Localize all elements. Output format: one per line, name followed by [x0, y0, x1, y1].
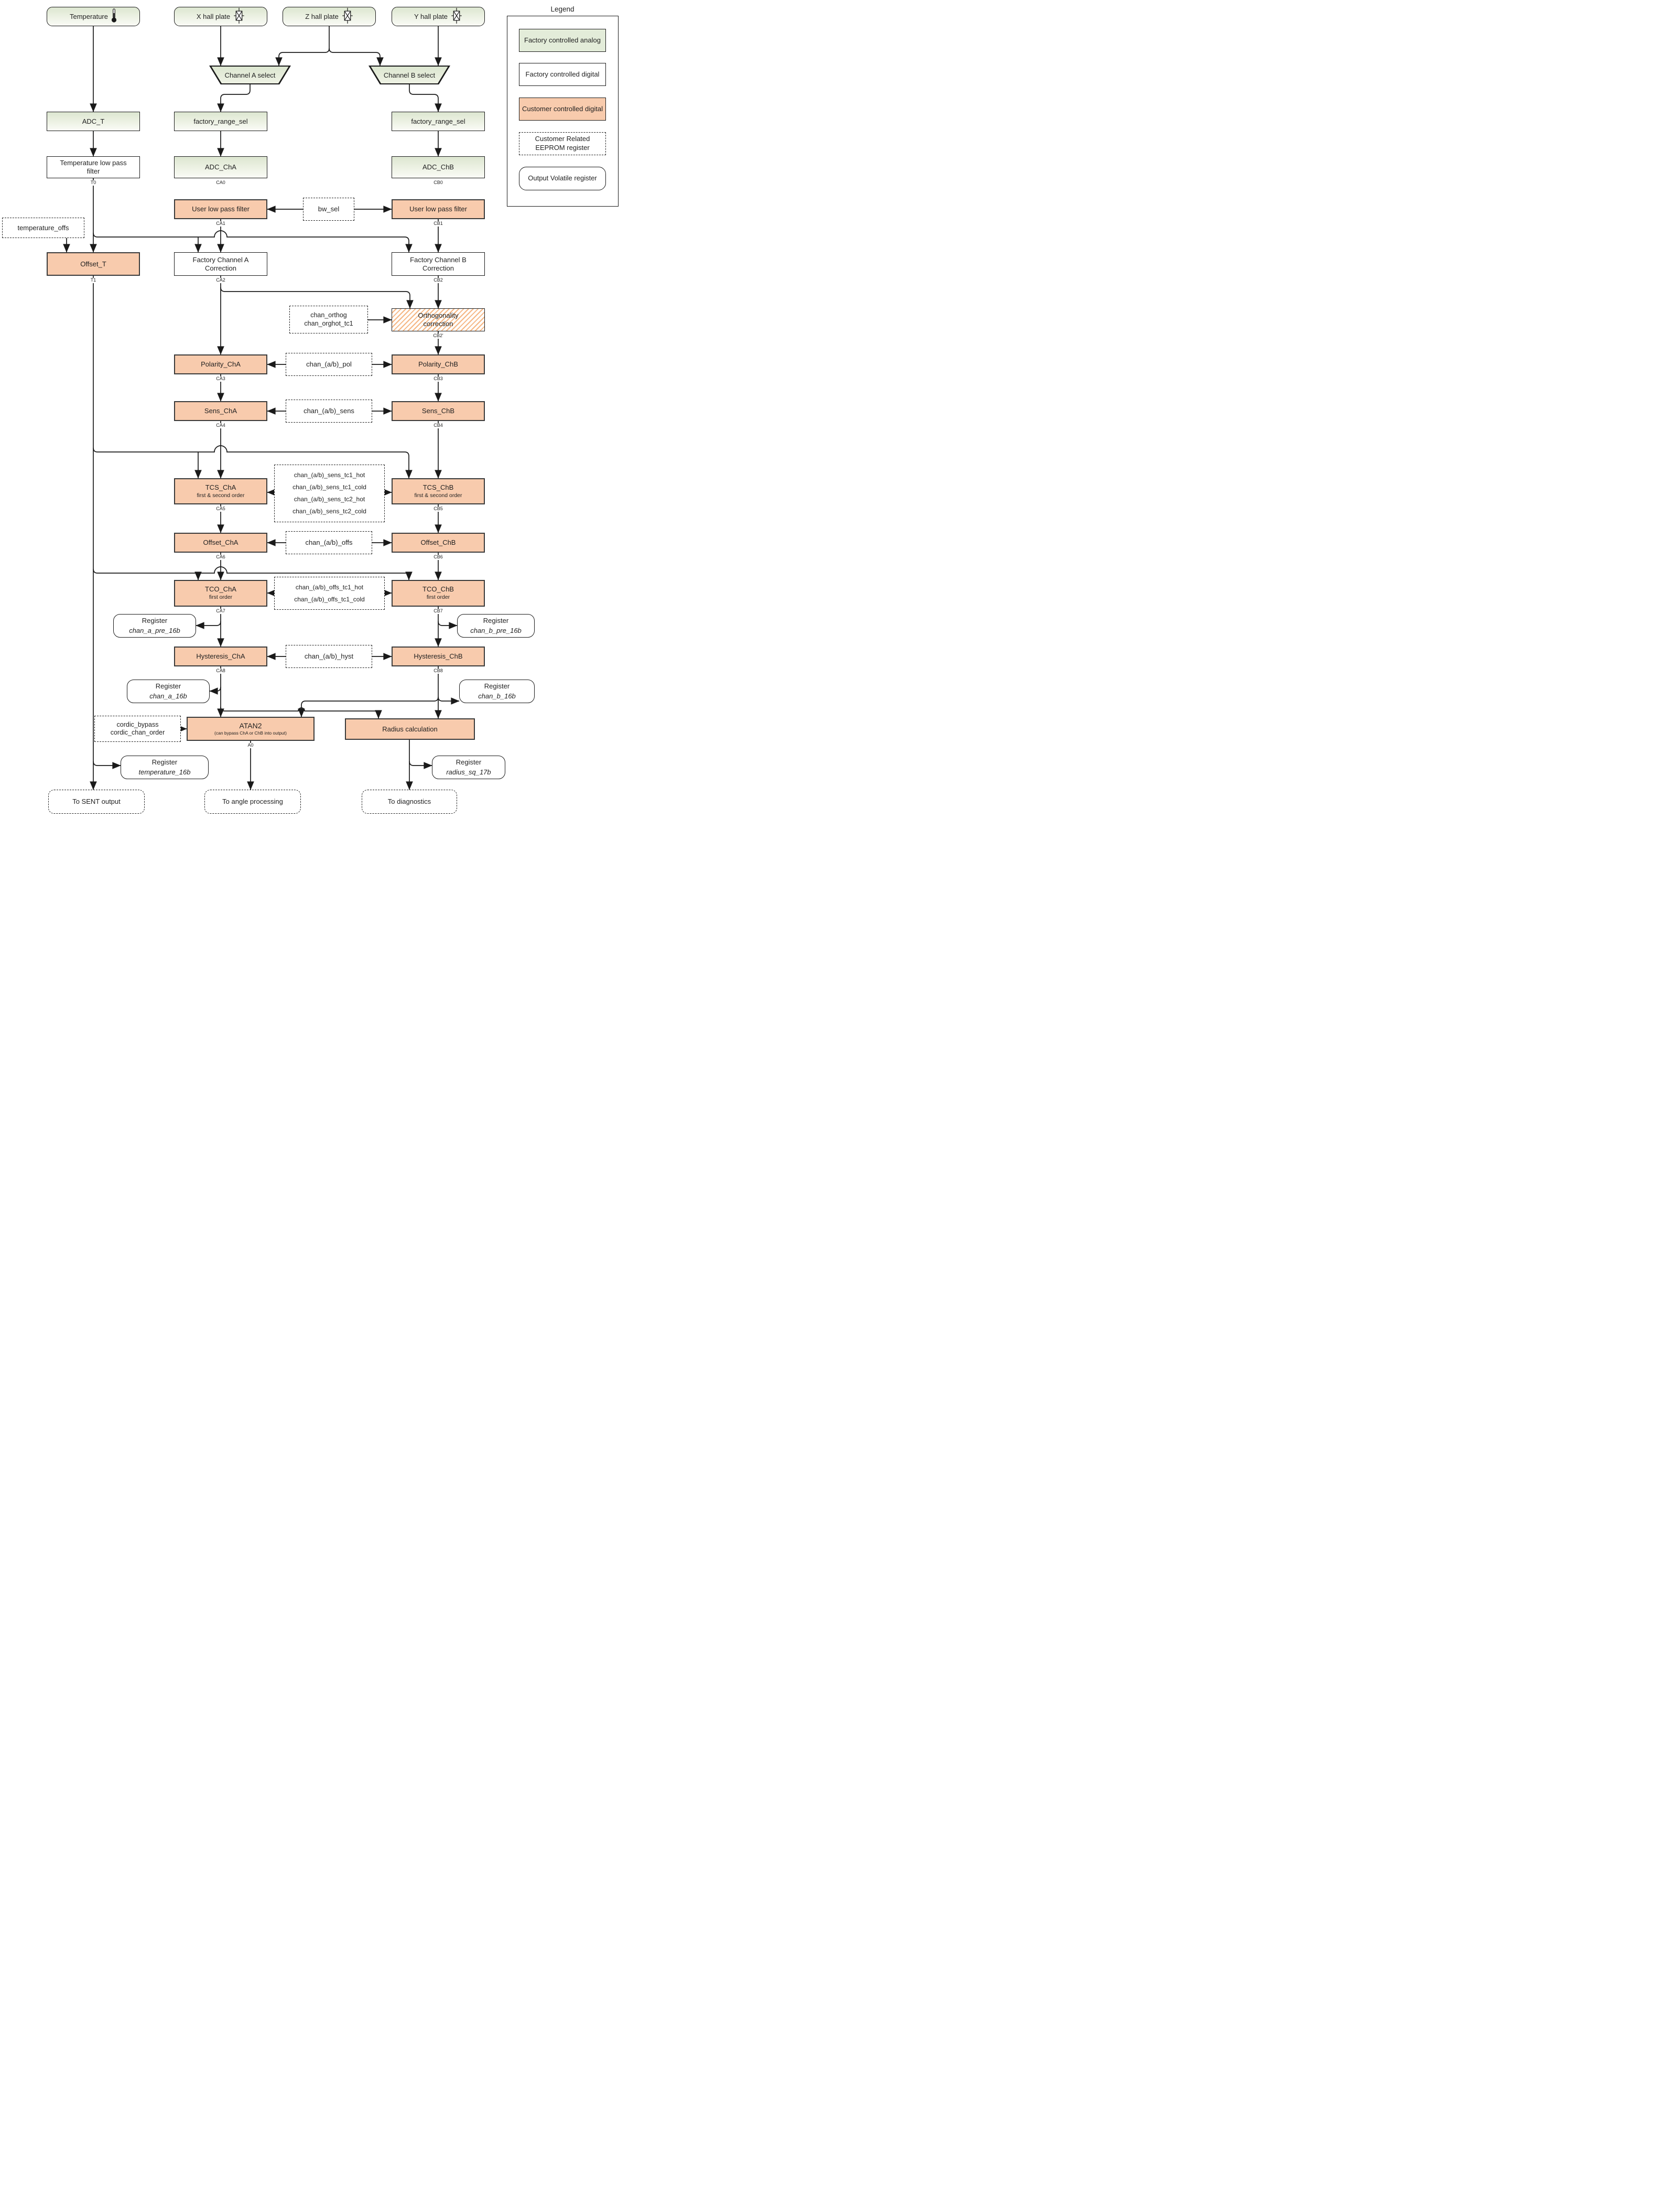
param-line: chan_orghot_tc1: [304, 319, 353, 327]
node-label: To SENT output: [72, 798, 121, 806]
register-radius-sq-17b: [432, 756, 505, 779]
node-chan-hyst-param: [286, 645, 372, 668]
node-label: Z hall plate: [305, 12, 339, 20]
node-label: TCO_ChB: [422, 585, 454, 594]
legend-item-label: Customer controlled digital: [522, 104, 603, 113]
param-line: chan_(a/b)_sens_tc2_hot: [294, 495, 365, 503]
port-label: CB8: [433, 668, 443, 673]
param-line: chan_(a/b)_offs_tc1_hot: [295, 583, 364, 591]
param-line: chan_(a/b)_offs_tc1_cold: [294, 595, 365, 603]
node-factory-range-sel-a: [174, 112, 267, 131]
legend-item-factory-analog: [519, 29, 606, 52]
node-adc-t: [47, 112, 140, 131]
node-tco-cha: [174, 580, 267, 607]
node-label: Sens_ChA: [204, 407, 237, 415]
node-label: TCS_ChA: [205, 483, 236, 491]
node-label: Temperature low pass filter: [60, 159, 127, 175]
port-label: CA0: [216, 180, 225, 185]
node-hysteresis-cha: [174, 647, 267, 666]
node-label: Sens_ChB: [421, 407, 455, 415]
port-label: CB1: [433, 221, 443, 226]
register-title: Register: [155, 682, 181, 690]
legend-item-label: Factory controlled analog: [524, 36, 601, 44]
node-label: Channel B select: [383, 71, 436, 79]
register-title: Register: [483, 616, 509, 624]
node-to-angle-processing: [204, 790, 301, 814]
node-label: ATAN2: [239, 721, 262, 730]
node-radius-calculation: [345, 718, 475, 740]
param-line: chan_(a/b)_sens_tc1_hot: [294, 471, 365, 479]
register-title: Register: [151, 758, 178, 766]
node-label: X hall plate: [196, 12, 231, 20]
node-bw-sel: [303, 198, 354, 221]
node-chan-orthog-param: [289, 306, 368, 333]
thermometer-icon: [111, 8, 117, 25]
register-chan-b-16b: [459, 680, 535, 703]
node-tco-params: [274, 577, 385, 610]
node-label: chan_(a/b)_hyst: [304, 652, 354, 661]
port-label: CB7: [433, 608, 443, 613]
node-label: bw_sel: [318, 205, 340, 213]
node-z-hall-plate: [283, 7, 376, 26]
register-name: chan_b_16b: [478, 692, 516, 700]
register-name: chan_b_pre_16b: [470, 626, 522, 634]
port-label: CA3: [216, 376, 225, 381]
node-label: TCS_ChB: [422, 483, 454, 491]
node-x-hall-plate: [174, 7, 267, 26]
node-user-lpf-a: [174, 199, 267, 219]
legend-item-eeprom-register: [519, 132, 606, 155]
node-sublabel: first & second order: [414, 492, 462, 499]
port-label: CA1: [216, 221, 225, 226]
node-factory-channel-a-correction: [174, 252, 267, 276]
register-name: chan_a_pre_16b: [129, 626, 180, 634]
register-temperature-16b: [121, 756, 209, 779]
port-label: CB6: [433, 554, 443, 559]
node-label: chan_(a/b)_offs: [305, 538, 353, 547]
node-orthogonality-correction: [392, 308, 485, 331]
node-label: chan_(a/b)_pol: [306, 360, 352, 369]
legend-item-label: Factory controlled digital: [525, 70, 600, 78]
port-label: CA5: [216, 506, 225, 511]
node-y-hall-plate: [392, 7, 485, 26]
port-label: CB0: [433, 180, 443, 185]
node-tcs-params: [274, 465, 385, 522]
node-label: factory_range_sel: [411, 117, 465, 125]
port-label: A0: [247, 742, 254, 748]
node-label: Y hall plate: [414, 12, 448, 20]
hall-bridge-icon: [342, 8, 353, 26]
node-label: Hysteresis_ChA: [196, 652, 245, 661]
node-adc-chb: [392, 156, 485, 178]
param-line: chan_(a/b)_sens_tc2_cold: [292, 507, 366, 515]
port-label: CB2': [433, 333, 443, 338]
legend-item-label: Output Volatile register: [528, 174, 597, 182]
node-sens-cha: [174, 401, 267, 421]
node-temperature: [47, 7, 140, 26]
port-label: CB3: [433, 376, 443, 381]
register-chan-a-16b: [127, 680, 210, 703]
node-label: TCO_ChA: [205, 585, 236, 594]
node-label: To angle processing: [222, 798, 283, 806]
node-label: Hysteresis_ChB: [414, 652, 463, 661]
legend-title: Legend: [550, 5, 575, 13]
node-label: User low pass filter: [192, 205, 250, 213]
hall-bridge-icon: [451, 8, 462, 26]
node-label: Polarity_ChB: [418, 360, 458, 369]
node-label: ADC_ChB: [422, 163, 454, 171]
register-title: Register: [484, 682, 510, 690]
param-line: chan_(a/b)_sens_tc1_cold: [292, 483, 366, 491]
node-sublabel: (can bypass ChA or ChB into output): [214, 730, 287, 736]
node-offset-chb: [392, 533, 485, 553]
node-label: Offset_ChB: [420, 538, 456, 547]
register-chan-a-pre-16b: [113, 614, 196, 638]
node-user-lpf-b: [392, 199, 485, 219]
register-name: radius_sq_17b: [446, 768, 491, 776]
node-label: ADC_ChA: [205, 163, 236, 171]
port-label: CB2: [433, 277, 443, 283]
node-sens-chb: [392, 401, 485, 421]
node-label: Orthogonality correction: [418, 311, 459, 328]
node-sublabel: first order: [209, 594, 233, 601]
node-label: Offset_ChA: [203, 538, 239, 547]
node-sublabel: first order: [426, 594, 450, 601]
legend-item-output-volatile: [519, 167, 606, 190]
port-label: CB4: [433, 423, 443, 428]
register-title: Register: [456, 758, 482, 766]
node-factory-range-sel-b: [392, 112, 485, 131]
node-tcs-chb: [392, 478, 485, 504]
param-line: cordic_bypass: [116, 720, 159, 728]
port-label: CA2: [216, 277, 225, 283]
node-chan-offs-param: [286, 531, 372, 554]
register-name: temperature_16b: [138, 768, 191, 776]
register-title: Register: [142, 616, 168, 624]
node-tco-chb: [392, 580, 485, 607]
node-label: factory_range_sel: [193, 117, 248, 125]
node-to-sent-output: [48, 790, 145, 814]
node-offset-t: [47, 252, 140, 276]
port-label: CA4: [216, 423, 225, 428]
register-chan-b-pre-16b: [457, 614, 535, 638]
node-hysteresis-chb: [392, 647, 485, 666]
node-channel-b-select: [368, 66, 450, 84]
param-line: chan_orthog: [310, 311, 347, 319]
node-label: temperature_offs: [17, 223, 69, 232]
node-label: Factory Channel B Correction: [410, 255, 467, 272]
node-tcs-cha: [174, 478, 267, 504]
node-label: User low pass filter: [409, 205, 467, 213]
node-temperature-low-pass-filter: [47, 156, 140, 178]
node-factory-channel-b-correction: [392, 252, 485, 276]
port-label: CA7: [216, 608, 225, 613]
node-label: Factory Channel A Correction: [192, 255, 249, 272]
port-label: CA8: [216, 668, 225, 673]
node-adc-cha: [174, 156, 267, 178]
register-name: chan_a_16b: [149, 692, 187, 700]
node-label: Offset_T: [80, 260, 106, 268]
node-chan-pol-param: [286, 353, 372, 376]
legend-item-customer-digital: [519, 98, 606, 121]
node-label: Radius calculation: [382, 725, 438, 733]
node-label: chan_(a/b)_sens: [304, 407, 354, 415]
node-chan-sens-param: [286, 400, 372, 423]
node-label: To diagnostics: [387, 798, 431, 806]
port-label: CB5: [433, 506, 443, 511]
legend-item-factory-digital: [519, 63, 606, 86]
param-line: cordic_chan_order: [110, 729, 165, 736]
node-label: Temperature: [70, 12, 108, 20]
node-temperature-offs: [2, 218, 84, 238]
node-label: ADC_T: [82, 117, 105, 125]
node-sublabel: first & second order: [197, 492, 245, 499]
hall-bridge-icon: [233, 8, 245, 26]
legend-item-label: Customer Related EEPROM register: [535, 135, 590, 152]
node-cordic-params: [94, 716, 181, 742]
port-label: CA6: [216, 554, 225, 559]
node-polarity-chb: [392, 354, 485, 374]
signal-chain-diagram: [0, 0, 629, 823]
port-label: T0: [90, 180, 96, 185]
node-label: Channel A select: [224, 71, 276, 79]
node-to-diagnostics: [362, 790, 457, 814]
node-label: Polarity_ChA: [201, 360, 241, 369]
node-polarity-cha: [174, 354, 267, 374]
node-offset-cha: [174, 533, 267, 553]
node-channel-a-select: [209, 66, 291, 84]
node-atan2: [187, 717, 315, 741]
port-label: T1: [90, 277, 96, 283]
